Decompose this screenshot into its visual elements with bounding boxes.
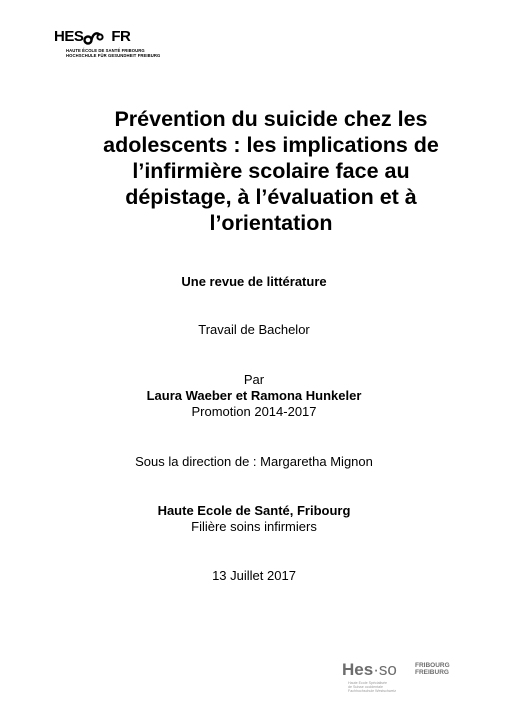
hes-so-tagline-line: Haute Ecole Spécialisée xyxy=(348,681,387,685)
title-line: Prévention du suicide chez les xyxy=(114,107,428,131)
hes-so-mark xyxy=(342,660,397,680)
hes-so-location-fr: FRIBOURG xyxy=(415,662,450,669)
supervision: Sous la direction de : Margaretha Mignon xyxy=(135,454,373,469)
logo-swirl-icon xyxy=(83,29,105,47)
by-label: Par xyxy=(243,372,265,387)
title-line: dépistage, à l’évaluation et à xyxy=(125,185,417,209)
hes-so-mark-so: ·so xyxy=(373,660,397,679)
document-subtitle: Une revue de littérature xyxy=(181,274,327,289)
logo-subtitle-de: HOCHSCHULE FÜR GESUNDHEIT FREIBURG xyxy=(66,53,161,58)
institution: Haute Ecole de Santé, Fribourg xyxy=(157,503,351,518)
hes-so-mark-hes: Hes xyxy=(342,660,374,679)
hes-so-tagline xyxy=(348,681,396,694)
logo-mark-fr: FR xyxy=(111,28,131,45)
document-title xyxy=(70,106,472,236)
work-type: Travail de Bachelor xyxy=(198,322,310,337)
logo-mark-hes: HES xyxy=(54,28,84,45)
logo-subtitle-fr: HAUTE ÉCOLE DE SANTÉ FRIBOURG xyxy=(66,48,145,53)
title-line: l’infirmière scolaire face au xyxy=(132,159,410,183)
hes-so-location xyxy=(415,662,450,676)
hes-so-tagline-line: Fachhochschule Westschweiz xyxy=(348,689,397,694)
logo-subtitle xyxy=(66,48,160,58)
hes-so-location-de: FREIBURG xyxy=(415,669,449,676)
hes-so-tagline-line: de Suisse occidentale xyxy=(348,685,383,690)
title-line: adolescents : les implications de xyxy=(103,133,439,157)
promotion: Promotion 2014-2017 xyxy=(191,404,317,419)
hes-fr-logo xyxy=(54,28,164,62)
program: Filière soins infirmiers xyxy=(191,519,317,534)
date: 13 Juillet 2017 xyxy=(212,568,296,583)
title-line: l’orientation xyxy=(209,211,333,235)
hes-so-logo xyxy=(342,660,472,694)
authors: Laura Waeber et Ramona Hunkeler xyxy=(146,388,362,403)
